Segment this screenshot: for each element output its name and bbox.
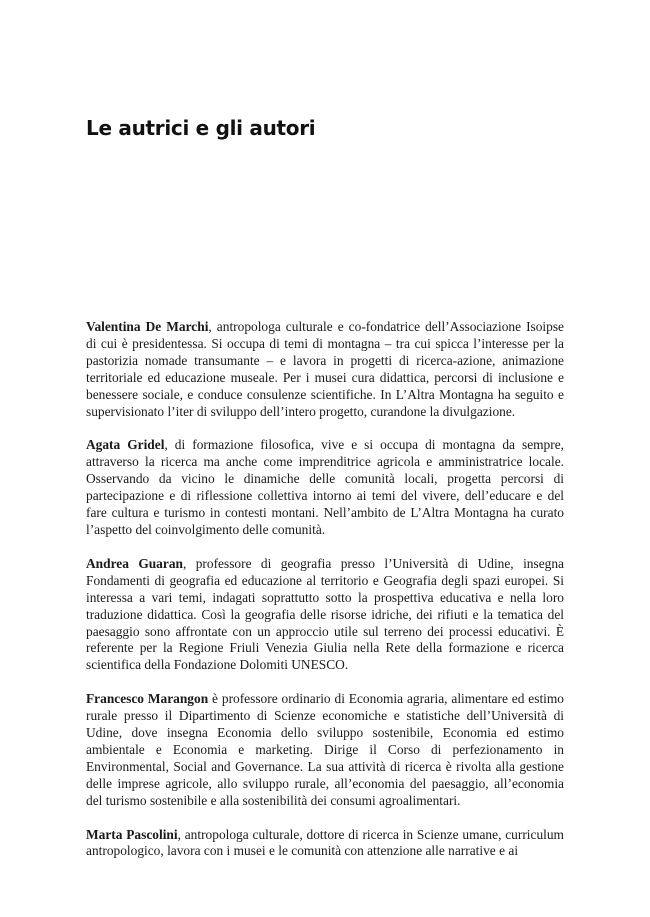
bio-paragraph: [86, 827, 564, 861]
page-title: Le autrici e gli autori: [86, 116, 316, 140]
bio-text: è professore ordinario di Economia agraria, alimentare ed estimo rurale presso il Dipartimento di Scienze economiche e statistiche dell’Università di Udine, dove insegna Economia dello sviluppo sostenibile, Economia ed estimo ambientale e Economia e marketing. Dirige il Corso di perfezionamento in Environmental, Social and Governance. La sua attività di ricerca è rivolta alla gestione delle imprese agricole, allo sviluppo rurale, all’economia del paesaggio, all’economia del turismo sostenibile e alla sostenibilità dei consumi agroalimentari.: [86, 691, 565, 808]
bio-text: , antropologa culturale e co-fondatrice dell’Associazione Isoipse di cui è presidentessa. Si occupa di temi di montagna – tra cui spicca l’interesse per la pastorizia nomade transumante – e lavora in progetti di ricerca-azione, animazione territoriale ed educazione museale. Per i musei cura didattica, percorsi di inclusione e benessere sociale, e conduce consulenze scientifiche. In L’Altra Montagna ha seguito e supervisionato l’iter di sviluppo dell’intero progetto, curandone la divulgazione.: [86, 319, 564, 419]
bio-text: , di formazione filosofica, vive e si occupa di montagna da sempre, attraverso la ricerca ma anche come imprenditrice agricola e amministratrice locale. Osservando da vicino le dinamiche delle comunità locali, progetta percorsi di partecipazione e di riflessione collettiva intorno ai temi del vivere, dell’educare e del fare cultura e turismo in contesti montani. Nell’ambito de L’Altra Montagna ha curato l’aspetto del coinvolgimento delle comunità.: [86, 437, 564, 537]
author-bios: [86, 319, 564, 877]
author-name: Valentina De Marchi: [86, 319, 209, 334]
bio-text: , professore di geografia presso l’Università di Udine, insegna Fondamenti di geografia ed educazione al territorio e Geografia degli spazi europei. Si interessa a vari temi, indagati soprattutto sotto la prospettiva educativa e nella loro traduzione didattica. Così la geografia delle risorse idriche, dei rifiuti e la tematica del paesaggio sono affrontate con un approccio utile sul terreno dei processi educativi. È referente per la Regione Friuli Venezia Giulia nella Rete della formazione e ricerca scientifica della Fondazione Dolomiti UNESCO.: [86, 555, 564, 673]
author-name: Agata Gridel: [86, 437, 165, 453]
bio-paragraph: [86, 319, 564, 420]
author-name: Marta Pascolini: [86, 826, 178, 842]
author-name: Francesco Marangon: [86, 691, 209, 707]
bio-paragraph: [86, 437, 564, 538]
author-name: Andrea Guaran: [86, 555, 183, 571]
bio-paragraph: [86, 556, 564, 674]
bio-paragraph: [86, 691, 564, 809]
bio-text: , antropologa culturale, dottore di ricerca in Scienze umane, curriculum antropologico, lavora con i musei e le comunità con attenzione alle narrative e ai: [86, 826, 564, 859]
